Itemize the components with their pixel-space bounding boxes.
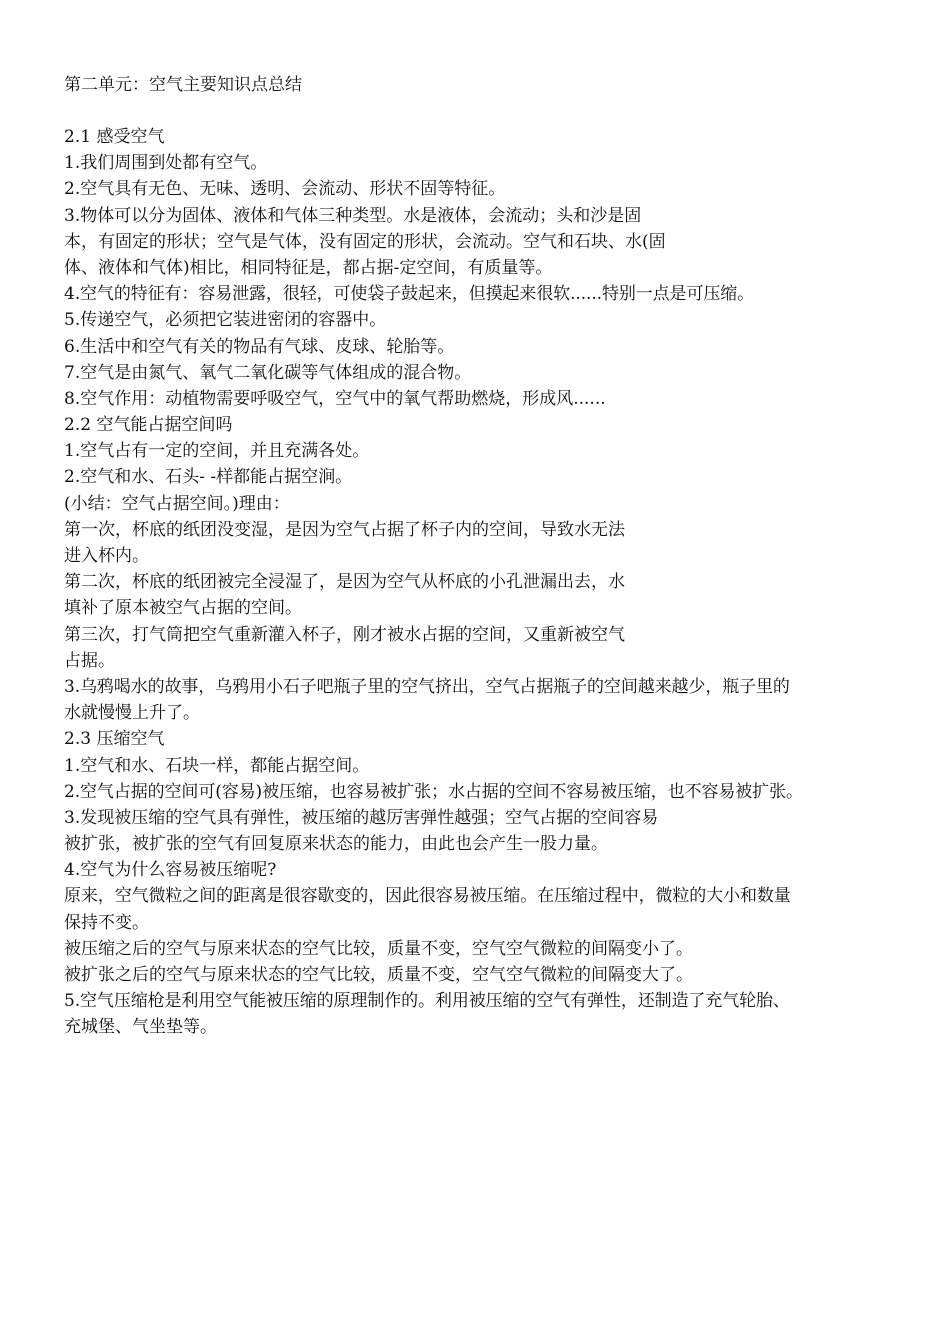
text-line: 8.空气作用：动植物需要呼吸空气，空气中的氧气帮助燃烧，形成风...... — [64, 388, 606, 409]
text-line: 1.我们周围到处都有空气。 — [64, 153, 268, 174]
text-line: 被扩张，被扩张的空气有回复原来状态的能力，由此也会产生一股力量。 — [64, 834, 608, 855]
text-line: 保持不变。 — [64, 912, 149, 933]
text-line: 第一次，杯底的纸团没变湿，是因为空气占据了杯子内的空间，导致水无法 — [64, 519, 625, 540]
document-title: 第二单元：空气主要知识点总结 — [64, 75, 302, 95]
text-line: 1.空气和水、石块一样，都能占据空间。 — [64, 755, 370, 776]
text-line: 被压缩之后的空气与原来状态的空气比较，质量不变，空气空气微粒的间隔变小了。 — [64, 938, 693, 959]
text-line: 充城堡、气坐垫等。 — [64, 1017, 217, 1038]
text-line: 6.生活中和空气有关的物品有气球、皮球、轮胎等。 — [64, 336, 455, 357]
text-line: 水就慢慢上升了。 — [64, 703, 200, 724]
document-body — [64, 124, 904, 1041]
text-line: 体、液体和气体)相比，相同特征是，都占据-定空间，有质量等。 — [64, 257, 553, 278]
text-line: 占据。 — [64, 650, 115, 671]
text-line: 5.空气压缩枪是利用空气能被压缩的原理制作的。利用被压缩的空气有弹性，还制造了充气轮胎、 — [64, 991, 790, 1012]
text-line: 2.空气具有无色、无味、透明、会流动、形状不固等特征。 — [64, 179, 506, 200]
text-line: (小结：空气占据空间。)理由： — [64, 493, 290, 514]
text-line: 本，有固定的形状；空气是气体，没有固定的形状，会流动。空气和石块、水(固 — [64, 231, 666, 252]
text-line: 4.空气为什么容易被压缩呢? — [64, 860, 277, 881]
section-heading-2-1: 2.1 感受空气 — [64, 127, 165, 147]
text-line: 2.空气占据的空间可(容易)被压缩，也容易被扩张；水占据的空间不容易被压缩，也不容易被扩张。 — [64, 781, 803, 802]
text-line: 1.空气占有一定的空间，并且充满各处。 — [64, 441, 370, 462]
text-line: 4.空气的特征有：容易泄露，很轻，可使袋子鼓起来，但摸起来很软......特别一点是可压缩。 — [64, 284, 755, 305]
text-line: 3.发现被压缩的空气具有弹性，被压缩的越厉害弹性越强；空气占据的空间容易 — [64, 807, 659, 828]
text-line: 3.物体可以分为固体、液体和气体三种类型。水是液体，会流动；头和沙是固 — [64, 205, 642, 226]
text-line: 第三次，打气筒把空气重新灌入杯子，刚才被水占据的空间，又重新被空气 — [64, 624, 625, 645]
text-line: 填补了原本被空气占据的空间。 — [64, 598, 302, 619]
document-page — [64, 72, 904, 1041]
section-heading-2-2: 2.2 空气能占据空间吗 — [64, 415, 233, 436]
text-line: 2.空气和水、石头- -样都能占据空涧。 — [64, 467, 353, 488]
text-line: 3.乌鸦喝水的故事，乌鸦用小石子吧瓶子里的空气挤出，空气占据瓶子的空间越来越少，瓶子里的 — [64, 676, 790, 697]
text-line: 被扩张之后的空气与原来状态的空气比较，质量不变，空气空气微粒的间隔变大了。 — [64, 965, 693, 985]
text-line: 进入杯内。 — [64, 546, 149, 566]
text-line: 第二次，杯底的纸团被完全浸湿了，是因为空气从杯底的小孔泄漏出去，水 — [64, 572, 625, 593]
text-line: 7.空气是由氮气、氧气二氧化碳等气体组成的混合物。 — [64, 362, 472, 383]
section-heading-2-3: 2.3 压缩空气 — [64, 729, 165, 750]
text-line: 原来，空气微粒之间的距离是很容歇变的，因此很容易被压缩。在压缩过程中，微粒的大小和数量 — [64, 886, 791, 907]
text-line: 5.传递空气，必须把它装进密闭的容器中。 — [64, 310, 387, 331]
